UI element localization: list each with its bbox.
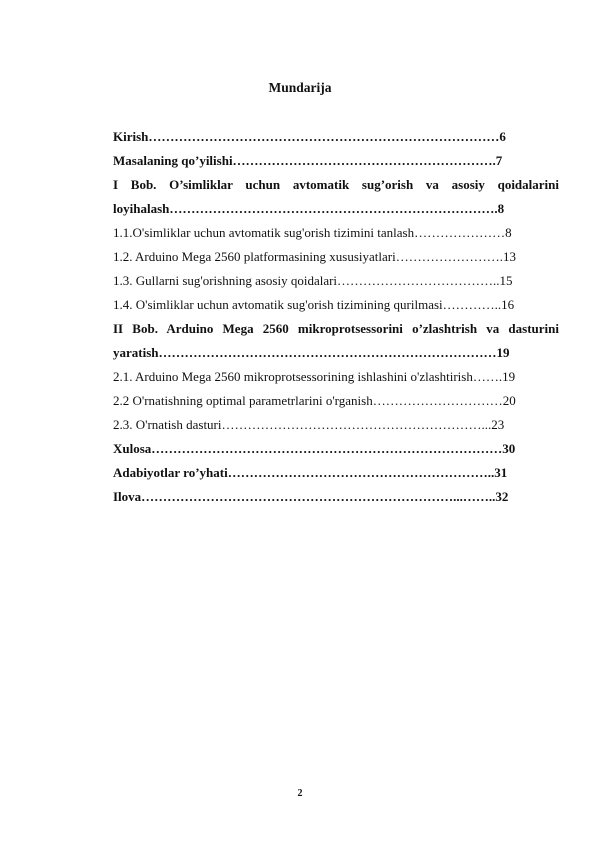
- toc-entry-chapter-2-title: II Bob. Arduino Mega 2560 mikroprotsessorini o’zlashtrish va dasturini: [113, 321, 559, 336]
- toc-entry-section-2-1: 2.1. Arduino Mega 2560 mikroprotsessorining ishlashini o'zlashtirish…….19: [113, 369, 516, 384]
- toc-entry-section-1-3: 1.3. Gullarni sug'orishning asosiy qoidalari………………………………..15: [113, 273, 513, 288]
- toc-entry-masalaning-qoyilishi: Masalaning qo’yilishi…………………………………………………….7: [113, 153, 503, 168]
- toc-entry-chapter-2-title-cont: yaratish……………………………………………………………………19: [113, 345, 510, 360]
- toc-entry-section-2-3: 2.3. O'rnatish dasturi……………………………………………………...23: [113, 417, 505, 432]
- toc-entry-chapter-1-title: I Bob. O’simliklar uchun avtomatik sug’orish va asosiy qoidalarini: [113, 177, 559, 192]
- table-of-contents: [113, 125, 559, 509]
- toc-entry-chapter-1-title-cont: loyihalash………………………………………………………………….8: [113, 201, 505, 216]
- toc-entry-section-1-1: 1.1.O'simliklar uchun avtomatik sug'orish tizimini tanlash…………………8: [113, 225, 512, 240]
- toc-entry-section-1-2: 1.2. Arduino Mega 2560 platformasining xususiyatlari…………………….13: [113, 249, 516, 264]
- toc-entry-adabiyotlar: Adabiyotlar ro’yhati……………………………………………………..31: [113, 465, 508, 480]
- toc-entry-section-1-4: 1.4. O'simliklar uchun avtomatik sug'orish tizimining qurilmasi…………..16: [113, 297, 515, 312]
- toc-entry-kirish: Kirish………………………………………………………………………6: [113, 129, 506, 144]
- page-number: 2: [297, 788, 303, 799]
- page-title: Mundarija: [268, 80, 332, 95]
- toc-entry-xulosa: Xulosa………………………………………………………………………30: [113, 441, 516, 456]
- toc-entry-ilova: Ilova………………………………………………………………...……..32: [113, 489, 509, 504]
- toc-entry-section-2-2: 2.2 O'rnatishning optimal parametrlarini o'rganish…………………………20: [113, 393, 516, 408]
